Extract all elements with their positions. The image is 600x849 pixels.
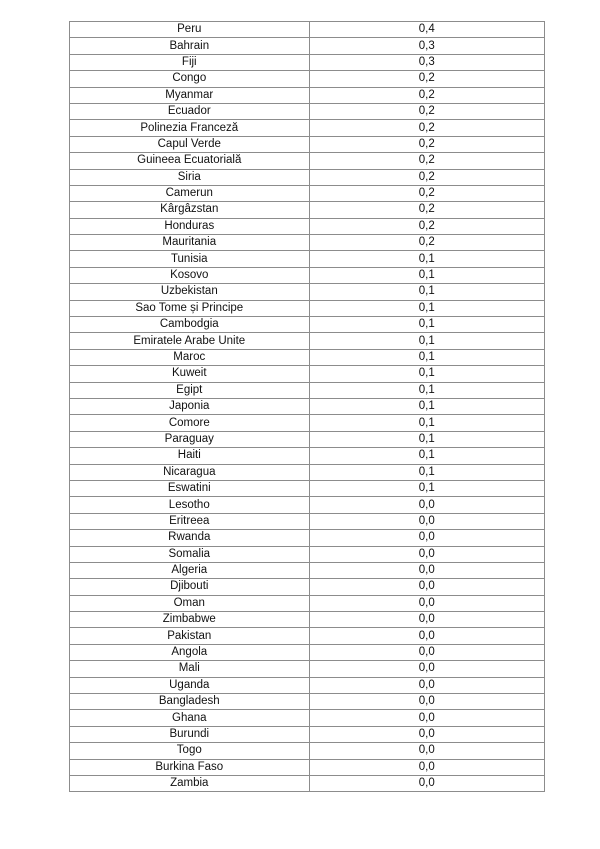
country-cell: Capul Verde <box>70 136 310 152</box>
country-cell: Nicaragua <box>70 464 310 480</box>
country-cell: Peru <box>70 22 310 38</box>
table-row <box>70 185 545 201</box>
table-row <box>70 218 545 234</box>
table-row <box>70 562 545 578</box>
value-cell: 0,0 <box>309 562 544 578</box>
value-cell: 0,1 <box>309 366 544 382</box>
country-cell: Maroc <box>70 349 310 365</box>
value-cell: 0,0 <box>309 775 544 791</box>
table-row <box>70 546 545 562</box>
value-cell: 0,0 <box>309 530 544 546</box>
table-row <box>70 694 545 710</box>
value-cell: 0,1 <box>309 398 544 414</box>
table-row <box>70 677 545 693</box>
table-row <box>70 169 545 185</box>
country-cell: Djibouti <box>70 579 310 595</box>
table-row <box>70 382 545 398</box>
table-row <box>70 530 545 546</box>
value-cell: 0,0 <box>309 694 544 710</box>
country-cell: Pakistan <box>70 628 310 644</box>
value-cell: 0,1 <box>309 300 544 316</box>
value-cell: 0,0 <box>309 612 544 628</box>
value-cell: 0,2 <box>309 103 544 119</box>
table-row <box>70 415 545 431</box>
value-cell: 0,1 <box>309 349 544 365</box>
table-row <box>70 22 545 38</box>
table-row <box>70 136 545 152</box>
value-cell: 0,1 <box>309 267 544 283</box>
table-body <box>70 22 545 792</box>
country-cell: Lesotho <box>70 497 310 513</box>
table-row <box>70 775 545 791</box>
country-cell: Zimbabwe <box>70 612 310 628</box>
table-row <box>70 235 545 251</box>
value-cell: 0,2 <box>309 87 544 103</box>
table-row <box>70 661 545 677</box>
table-row <box>70 398 545 414</box>
value-cell: 0,4 <box>309 22 544 38</box>
table-row <box>70 497 545 513</box>
table-row <box>70 448 545 464</box>
country-cell: Kosovo <box>70 267 310 283</box>
country-cell: Japonia <box>70 398 310 414</box>
country-cell: Burundi <box>70 726 310 742</box>
value-cell: 0,2 <box>309 218 544 234</box>
value-cell: 0,0 <box>309 546 544 562</box>
country-cell: Zambia <box>70 775 310 791</box>
country-cell: Polinezia Franceză <box>70 120 310 136</box>
value-cell: 0,1 <box>309 284 544 300</box>
value-cell: 0,2 <box>309 153 544 169</box>
country-values-table <box>69 21 545 792</box>
country-cell: Kuweit <box>70 366 310 382</box>
table-row <box>70 87 545 103</box>
table-row <box>70 464 545 480</box>
country-cell: Eritreea <box>70 513 310 529</box>
value-cell: 0,1 <box>309 431 544 447</box>
country-cell: Mauritania <box>70 235 310 251</box>
country-cell: Sao Tome și Principe <box>70 300 310 316</box>
country-cell: Siria <box>70 169 310 185</box>
table-row <box>70 38 545 54</box>
table-row <box>70 284 545 300</box>
table-row <box>70 153 545 169</box>
table-row <box>70 595 545 611</box>
country-cell: Ecuador <box>70 103 310 119</box>
country-cell: Ghana <box>70 710 310 726</box>
value-cell: 0,1 <box>309 333 544 349</box>
table-row <box>70 644 545 660</box>
country-cell: Oman <box>70 595 310 611</box>
country-cell: Tunisia <box>70 251 310 267</box>
value-cell: 0,0 <box>309 579 544 595</box>
table-row <box>70 366 545 382</box>
country-cell: Bahrain <box>70 38 310 54</box>
value-cell: 0,2 <box>309 71 544 87</box>
value-cell: 0,1 <box>309 382 544 398</box>
country-cell: Emiratele Arabe Unite <box>70 333 310 349</box>
table-row <box>70 628 545 644</box>
value-cell: 0,0 <box>309 661 544 677</box>
value-cell: 0,0 <box>309 726 544 742</box>
value-cell: 0,0 <box>309 513 544 529</box>
table-row <box>70 267 545 283</box>
value-cell: 0,1 <box>309 415 544 431</box>
country-cell: Uzbekistan <box>70 284 310 300</box>
table-row <box>70 726 545 742</box>
table-row <box>70 300 545 316</box>
value-cell: 0,1 <box>309 448 544 464</box>
country-cell: Cambodgia <box>70 317 310 333</box>
table-row <box>70 349 545 365</box>
country-cell: Fiji <box>70 54 310 70</box>
table-row <box>70 333 545 349</box>
table-row <box>70 710 545 726</box>
table-row <box>70 480 545 496</box>
country-cell: Egipt <box>70 382 310 398</box>
value-cell: 0,0 <box>309 743 544 759</box>
table-row <box>70 251 545 267</box>
value-cell: 0,0 <box>309 595 544 611</box>
value-cell: 0,0 <box>309 759 544 775</box>
table-row <box>70 71 545 87</box>
country-cell: Uganda <box>70 677 310 693</box>
value-cell: 0,1 <box>309 464 544 480</box>
table-row <box>70 120 545 136</box>
table-row <box>70 431 545 447</box>
country-cell: Guineea Ecuatorială <box>70 153 310 169</box>
country-cell: Eswatini <box>70 480 310 496</box>
value-cell: 0,0 <box>309 710 544 726</box>
table-row <box>70 612 545 628</box>
country-cell: Kârgâzstan <box>70 202 310 218</box>
table-row <box>70 743 545 759</box>
table-row <box>70 54 545 70</box>
country-cell: Somalia <box>70 546 310 562</box>
value-cell: 0,1 <box>309 251 544 267</box>
country-cell: Comore <box>70 415 310 431</box>
country-cell: Camerun <box>70 185 310 201</box>
value-cell: 0,1 <box>309 317 544 333</box>
country-cell: Haiti <box>70 448 310 464</box>
country-cell: Burkina Faso <box>70 759 310 775</box>
table-row <box>70 103 545 119</box>
value-cell: 0,2 <box>309 136 544 152</box>
value-cell: 0,1 <box>309 480 544 496</box>
value-cell: 0,2 <box>309 120 544 136</box>
country-cell: Rwanda <box>70 530 310 546</box>
table-row <box>70 513 545 529</box>
country-cell: Honduras <box>70 218 310 234</box>
value-cell: 0,0 <box>309 497 544 513</box>
table-row <box>70 759 545 775</box>
country-cell: Angola <box>70 644 310 660</box>
value-cell: 0,2 <box>309 235 544 251</box>
country-cell: Myanmar <box>70 87 310 103</box>
value-cell: 0,2 <box>309 169 544 185</box>
country-cell: Algeria <box>70 562 310 578</box>
value-cell: 0,0 <box>309 628 544 644</box>
value-cell: 0,2 <box>309 202 544 218</box>
value-cell: 0,0 <box>309 644 544 660</box>
value-cell: 0,0 <box>309 677 544 693</box>
country-cell: Mali <box>70 661 310 677</box>
country-cell: Togo <box>70 743 310 759</box>
value-cell: 0,3 <box>309 54 544 70</box>
country-cell: Congo <box>70 71 310 87</box>
table-row <box>70 317 545 333</box>
value-cell: 0,2 <box>309 185 544 201</box>
value-cell: 0,3 <box>309 38 544 54</box>
table-row <box>70 579 545 595</box>
table-row <box>70 202 545 218</box>
country-cell: Paraguay <box>70 431 310 447</box>
country-cell: Bangladesh <box>70 694 310 710</box>
